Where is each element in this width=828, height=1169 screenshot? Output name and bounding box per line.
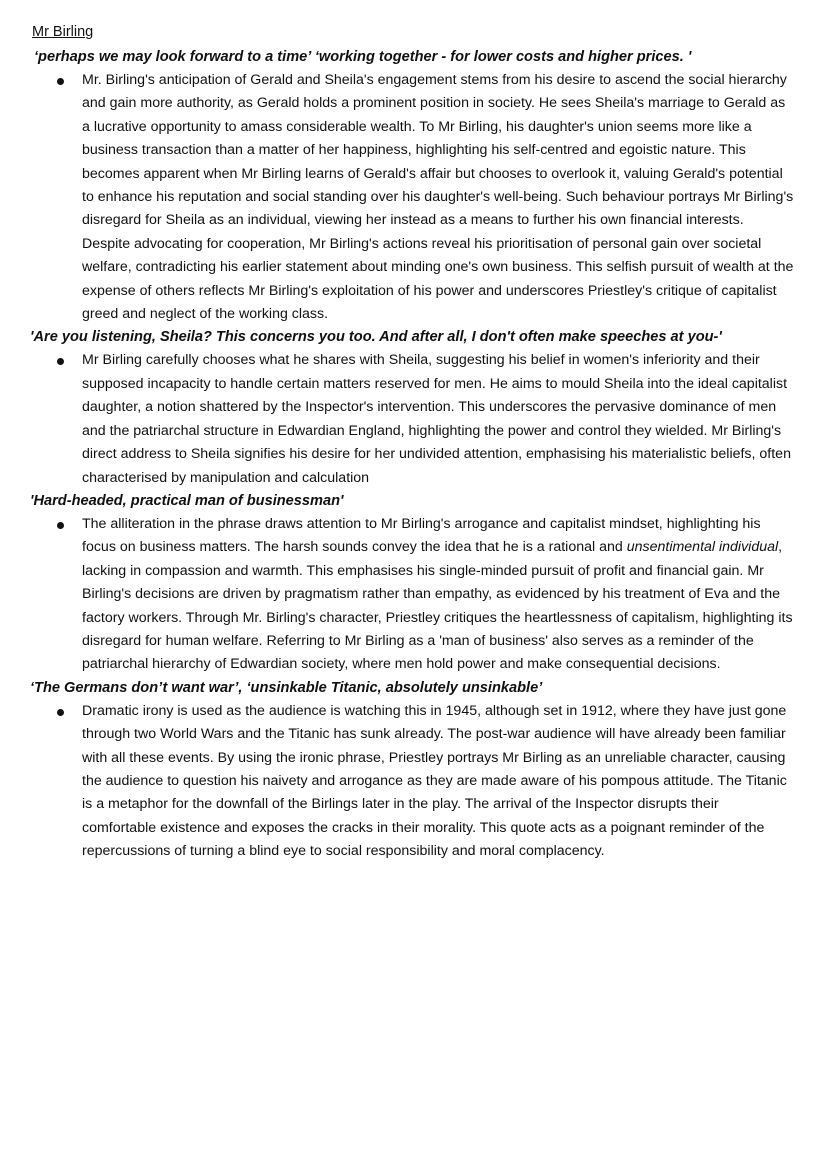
document-title: Mr Birling [32, 24, 94, 40]
section-1-bullet [30, 69, 798, 326]
section-4-bullet [30, 700, 798, 864]
section-1-quote: ‘perhaps we may look forward to a time’ ‘working together - for lower costs and higher prices. ' [34, 49, 692, 65]
section-3 [30, 490, 798, 677]
section-2-bullet [30, 349, 798, 489]
section-2-bullet-text: Mr Birling carefully chooses what he shares with Sheila, suggesting his belief in women's inferiority and their supposed incapacity to handle certain matters reserved for men. He aims to mould Sheila into the ideal capitalist daughter, a notion shattered by the Inspector's intervention. This underscores the pervasive dominance of men and the patriarchal structure in Edwardian England, highlighting the power and control they wielded. Mr Birling's direct address to Sheila signifies his desire for her undivided attention, emphasising his materialistic beliefs, often characterised by manipulation and calculation [82, 352, 791, 486]
bullet-dot-icon [57, 358, 64, 365]
bullet-dot-icon [57, 709, 64, 716]
section-4 [30, 677, 798, 864]
section-3-bullet [30, 513, 798, 677]
section-4-bullet-text: Dramatic irony is used as the audience is watching this in 1945, although set in 1912, where they have just gone through two World Wars and the Titanic has sunk already. The post-war audience will have already been familiar with all these events. By using the ironic phrase, Priestley portrays Mr Birling as an unreliable character, causing the audience to question his naivety and arrogance as they are made aware of his pompous attitude. The Titanic is a metaphor for the downfall of the Birlings later in the play. The arrival of the Inspector disrupts their comfortable existence and exposes the cracks in their morality. This quote acts as a poignant reminder of the repercussions of turning a blind eye to social responsibility and moral complacency. [82, 702, 787, 860]
bullet-dot-icon [57, 78, 64, 85]
section-2 [30, 326, 798, 489]
section-1 [30, 46, 798, 326]
section-3-bullet-text-start: The alliteration in the phrase draws attention to Mr Birling's arrogance and capitalist mindset, highlighting his focus on business matters. The harsh sounds convey the idea that he is a rational and [82, 515, 761, 556]
section-1-bullet-text: Mr. Birling's anticipation of Gerald and Sheila's engagement stems from his desire to ascend the social hierarchy and gain more authority, as Gerald holds a prominent position in society. He sees Sheila's marriage to Gerald as a lucrative opportunity to amass considerable wealth. To Mr Birling, his daughter's union seems more like a business transaction than a matter of her happiness, highlighting his self-centred and egoistic nature. This becomes apparent when Mr Birling learns of Gerald's affair but chooses to overlook it, valuing Gerald's potential to enhance his reputation and social standing over his daughter's well-being. Such behaviour portrays Mr Birling's disregard for Sheila as an individual, viewing her instead as a means to further his own financial interests. Despite advocating for cooperation, Mr Birling's actions reveal his prioritisation of personal gain over societal welfare, contradicting his earlier statement about minding one's own business. This selfish pursuit of wealth at the expense of others reflects Mr Birling's exploitation of his power and underscores Priestley's critique of capitalist greed and neglect of the working class. [82, 72, 794, 323]
section-3-quote: 'Hard-headed, practical man of businessman' [30, 492, 344, 509]
section-4-quote: ‘The Germans don’t want war’, ‘unsinkable Titanic, absolutely unsinkable’ [30, 679, 543, 696]
section-3-bullet-text-end: , lacking in compassion and warmth. This emphasises his single-minded pursuit of profit and financial gain. Mr Birling's decisions are driven by pragmatism rather than empathy, as evidenced by his treatment of Eva and the factory workers. Through Mr. Birling's character, Priestley critiques the heartlessness of capitalism, highlighting its disregard for human welfare. Referring to Mr Birling as a 'man of business' also serves as a reminder of the patriarchal hierarchy of Edwardian society, where men hold power and make consequential decisions. [82, 539, 793, 673]
section-2-quote: 'Are you listening, Sheila? This concerns you too. And after all, I don't often make speeches at you-' [30, 329, 722, 346]
section-3-bullet-italic-phrase: unsentimental individual [626, 539, 779, 556]
section-3-bullet-text [82, 513, 794, 677]
bullet-dot-icon [57, 522, 64, 529]
